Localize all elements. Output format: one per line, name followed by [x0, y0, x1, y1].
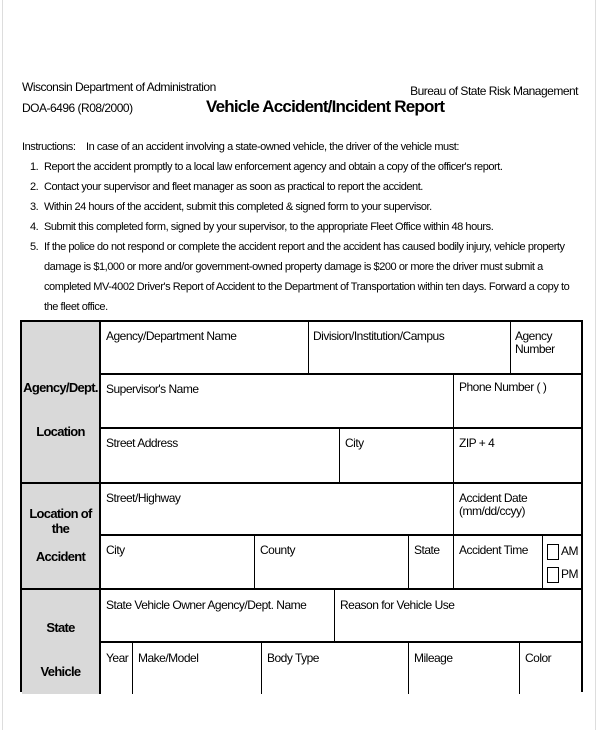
mileage-field[interactable]: Mileage [414, 651, 453, 665]
accident-time-field[interactable]: Accident Time [459, 543, 528, 557]
col-divider [308, 322, 309, 374]
county-field[interactable]: County [260, 543, 296, 557]
bureau-name: Bureau of State Risk Management [410, 84, 578, 98]
step-text: Report the accident promptly to a local law enforcement agency and obtain a copy of the officer's report. [44, 161, 503, 173]
col-divider [542, 536, 543, 588]
section-label: Location [36, 424, 85, 439]
col-divider [453, 374, 454, 482]
col-divider [453, 484, 454, 588]
agency-department-name-field[interactable]: Agency/Department Name [106, 329, 237, 343]
step-text: Within 24 hours of the accident, submit this completed & signed form to your supervisor. [44, 201, 432, 213]
form-number: DOA-6496 (R08/2000) [22, 101, 133, 115]
step-number: 5. [30, 241, 39, 253]
accident-city-field[interactable]: City [106, 543, 125, 557]
col-divider [254, 536, 255, 588]
phone-number-field[interactable]: Phone Number ( ) [459, 380, 547, 394]
step-text: If the police do not respond or complete the accident report and the accident has caused bodily injury, vehicle property damage is [44, 241, 565, 273]
step-text: Contact your supervisor and fleet manager as soon as practical to report the accident. [44, 181, 423, 193]
agency-name: Wisconsin Department of Administration [22, 80, 216, 94]
section-divider [22, 482, 581, 484]
location-section-label [22, 484, 101, 590]
col-divider [339, 428, 340, 482]
instruction-step [22, 217, 582, 237]
row-divider [101, 534, 581, 536]
row-divider [101, 641, 581, 643]
agency-section-label [22, 322, 101, 484]
col-divider [408, 643, 409, 694]
state-field[interactable]: State [414, 543, 440, 557]
section-label: Agency/Dept. [23, 380, 98, 395]
agency-number-field[interactable]: Agency Number [515, 329, 555, 356]
zip-field[interactable]: ZIP + 4 [459, 436, 495, 450]
step-number: 1. [30, 161, 39, 173]
pm-checkbox[interactable] [547, 567, 559, 583]
instruction-step [22, 237, 582, 317]
instruction-step [22, 177, 582, 197]
owner-agency-field[interactable]: State Vehicle Owner Agency/Dept. Name [106, 598, 307, 612]
section-divider [22, 588, 581, 590]
instruction-step [22, 197, 582, 217]
col-divider [510, 322, 511, 374]
section-label: Accident [35, 549, 86, 564]
year-field[interactable]: Year [106, 651, 129, 665]
reason-for-use-field[interactable]: Reason for Vehicle Use [340, 598, 455, 612]
section-label: Vehicle [40, 664, 81, 679]
instructions-intro-line [22, 137, 582, 157]
am-checkbox[interactable] [547, 544, 559, 560]
col-divider [408, 536, 409, 588]
step-text: $1,000 or more and/or government-owned property damage is $200 or more the driver must submit a completed MV-4002 Driver's [44, 261, 543, 293]
step-number: 4. [30, 221, 39, 233]
page-title: Vehicle Accident/Incident Report [206, 97, 445, 116]
street-address-field[interactable]: Street Address [106, 436, 178, 450]
step-number: 3. [30, 201, 39, 213]
instructions [22, 137, 582, 317]
supervisor-name-field[interactable]: Supervisor's Name [106, 382, 199, 396]
col-divider [334, 590, 335, 642]
color-field[interactable]: Color [525, 651, 552, 665]
pm-label: PM [561, 567, 578, 581]
step-text: Submit this completed form, signed by your supervisor, to the appropriate Fleet Office within 48 hours. [44, 221, 494, 233]
body-type-field[interactable]: Body Type [267, 651, 319, 665]
vehicle-section-label [22, 590, 101, 694]
report-form-table [20, 320, 583, 692]
accident-date-field[interactable]: Accident Date (mm/dd/ccyy) [459, 491, 528, 518]
instruction-step [22, 157, 582, 177]
col-divider [519, 643, 520, 694]
step-text: Report of Accident to the Department of Transportation within ten days. Forward a copy to the fleet office. [44, 281, 570, 313]
city-field[interactable]: City [345, 436, 364, 450]
col-divider [261, 643, 262, 694]
make-model-field[interactable]: Make/Model [138, 651, 199, 665]
section-label: State [46, 620, 75, 635]
street-highway-field[interactable]: Street/Highway [106, 491, 181, 505]
section-label: Location of the [29, 506, 92, 536]
instructions-label: Instructions: [22, 141, 76, 153]
row-divider [101, 373, 581, 375]
am-label: AM [561, 544, 578, 558]
division-field[interactable]: Division/Institution/Campus [313, 329, 445, 343]
instructions-intro: In case of an accident involving a state-owned vehicle, the driver of the vehicle must: [86, 141, 459, 153]
step-number: 2. [30, 181, 39, 193]
row-divider [101, 427, 581, 429]
col-divider [132, 643, 133, 694]
